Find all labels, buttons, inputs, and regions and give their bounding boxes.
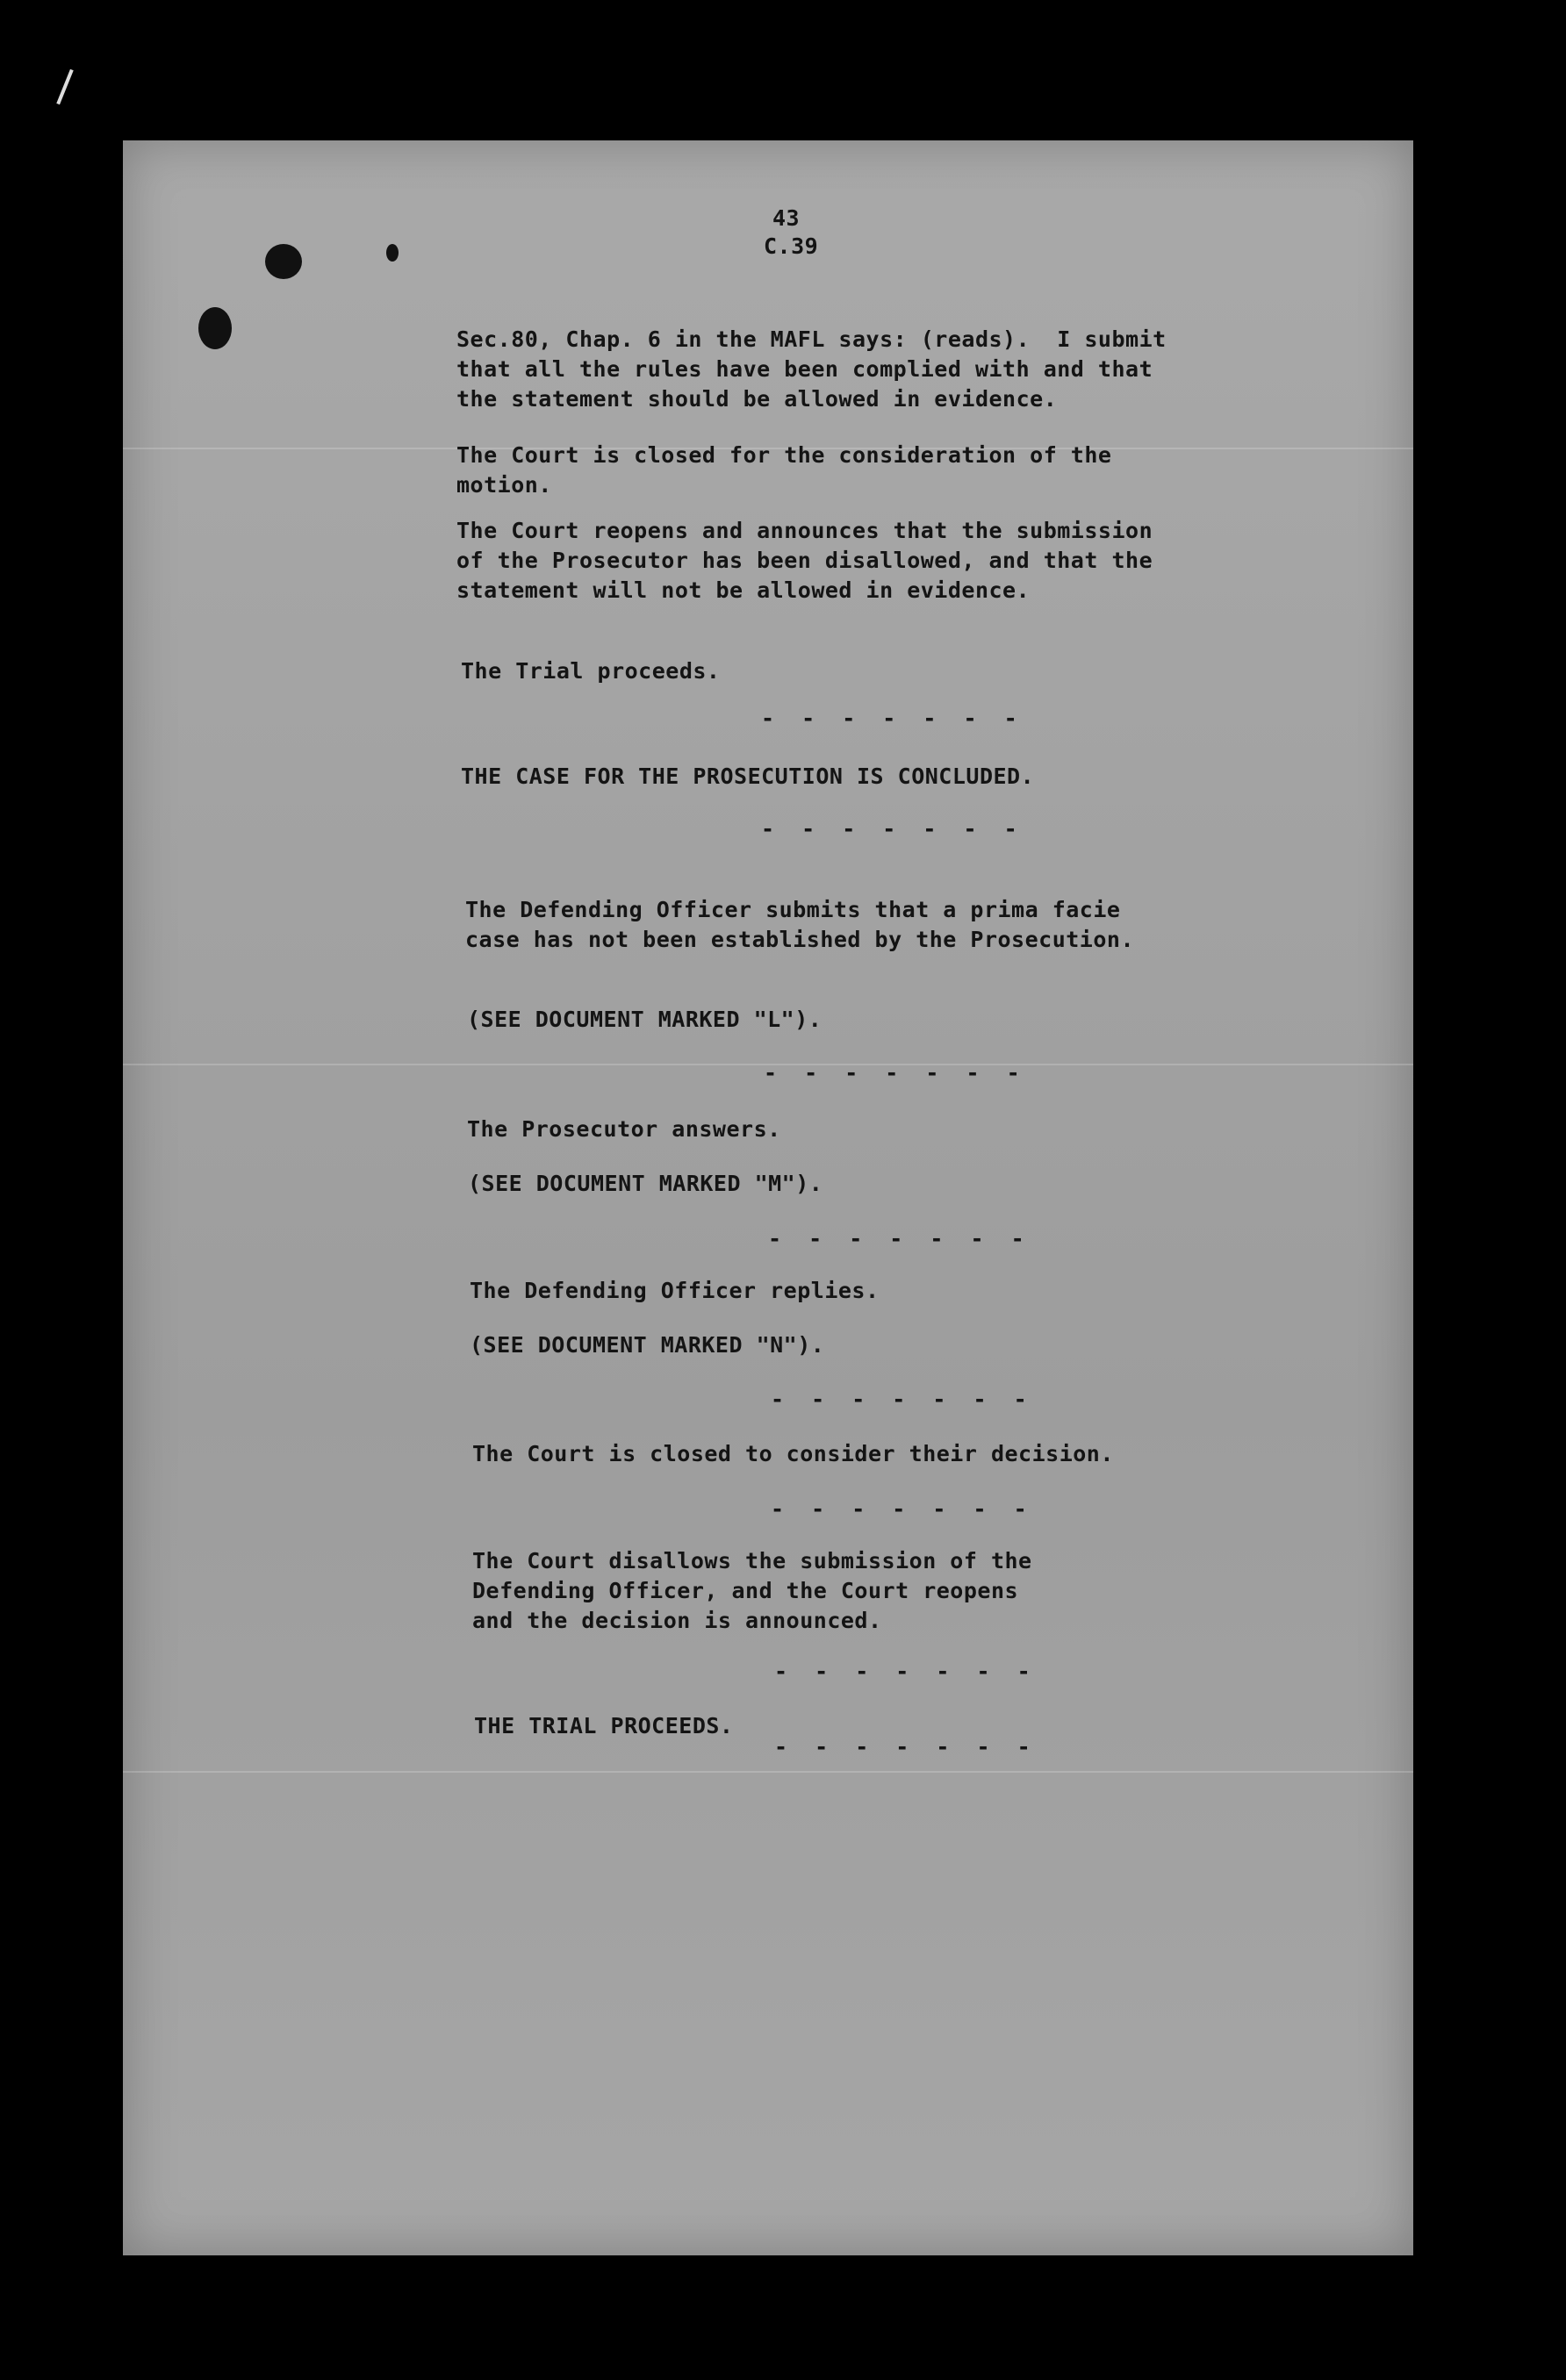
paragraph-court-reopens: The Court reopens and announces that the submission of the Prosecutor has been disallowed, and that the statement will not be allowed in evidence. bbox=[456, 518, 1153, 603]
scan-edge-mark bbox=[56, 69, 73, 104]
separator: - - - - - - - bbox=[768, 1226, 1031, 1251]
punch-hole-mark bbox=[198, 307, 232, 349]
page-fold bbox=[123, 1771, 1413, 1773]
separator: - - - - - - - bbox=[761, 706, 1024, 731]
heading-trial-proceeds: THE TRIAL PROCEEDS. bbox=[474, 1713, 734, 1738]
paragraph-trial-proceeds: The Trial proceeds. bbox=[461, 658, 721, 684]
document-page bbox=[123, 140, 1413, 2255]
paragraph-defending-submission: The Defending Officer submits that a prima facie case has not been established by the Prosecution. bbox=[465, 897, 1135, 952]
page-code: C.39 bbox=[764, 233, 819, 259]
document-reference-l: (SEE DOCUMENT MARKED "L"). bbox=[467, 1007, 823, 1032]
punch-hole-mark bbox=[265, 244, 302, 279]
paragraph-court-closed-decision: The Court is closed to consider their decision. bbox=[472, 1441, 1114, 1466]
document-reference-m: (SEE DOCUMENT MARKED "M"). bbox=[468, 1171, 823, 1196]
paragraph-court-closed: The Court is closed for the consideration of the motion. bbox=[456, 442, 1112, 498]
page-number: 43 bbox=[772, 205, 801, 231]
separator: - - - - - - - bbox=[774, 1659, 1038, 1684]
heading-case-concluded: THE CASE FOR THE PROSECUTION IS CONCLUDED. bbox=[461, 763, 1035, 789]
paragraph-prosecutor-answers: The Prosecutor answers. bbox=[467, 1116, 781, 1142]
separator: - - - - - - - bbox=[771, 1496, 1034, 1522]
paragraph-statement-submission: Sec.80, Chap. 6 in the MAFL says: (reads). I submit that all the rules have been complied with and that the statement should be allowed in evidence. bbox=[456, 326, 1167, 412]
separator: - - - - - - - bbox=[774, 1734, 1038, 1760]
separator: - - - - - - - bbox=[764, 1060, 1027, 1086]
paragraph-court-disallows: The Court disallows the submission of the Defending Officer, and the Court reopens and the decision is announced. bbox=[472, 1548, 1032, 1633]
document-reference-n: (SEE DOCUMENT MARKED "N"). bbox=[470, 1332, 825, 1358]
paragraph-defending-replies: The Defending Officer replies. bbox=[470, 1278, 880, 1303]
separator: - - - - - - - bbox=[771, 1387, 1034, 1412]
ink-speck bbox=[386, 244, 399, 262]
separator: - - - - - - - bbox=[761, 816, 1024, 842]
